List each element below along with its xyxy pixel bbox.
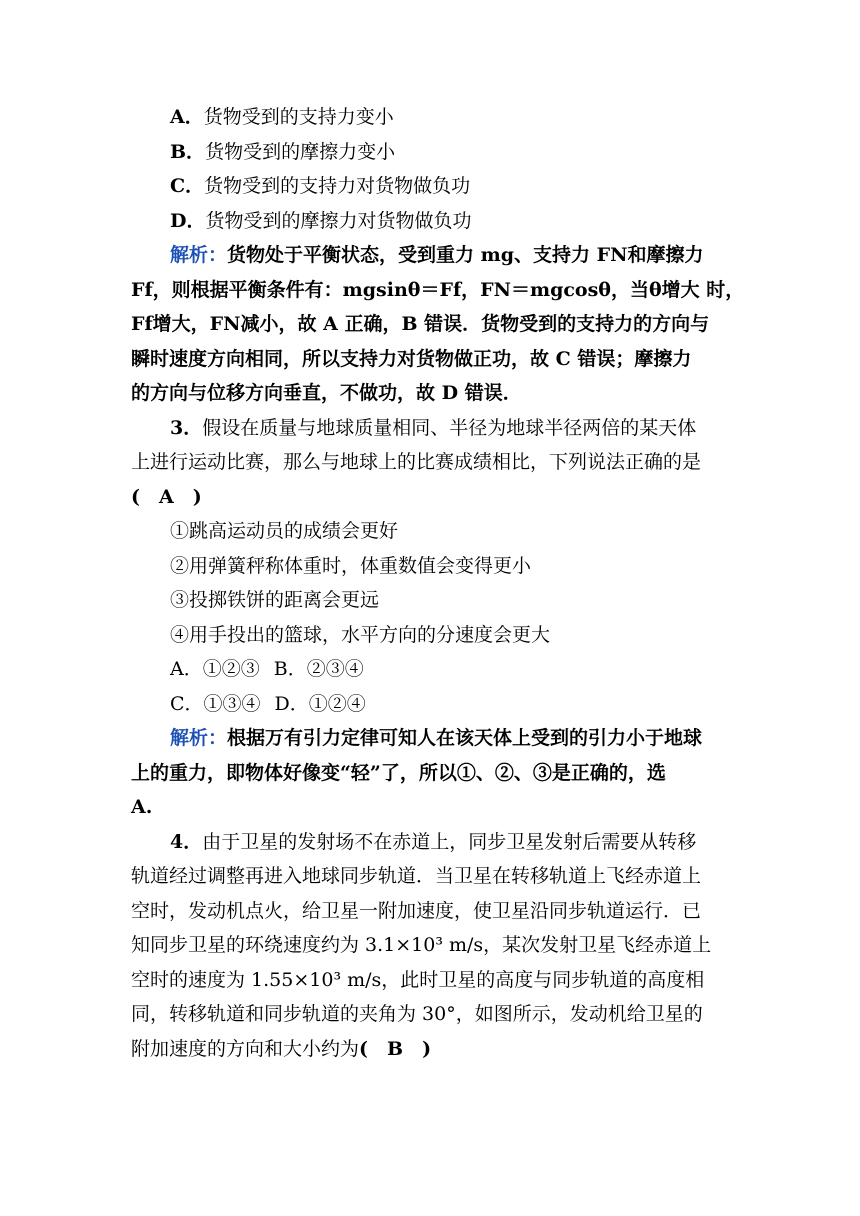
q4-stem-line-1: 4．由于卫星的发射场不在赤道上，同步卫星发射后需要从转移 [170, 830, 697, 853]
q4-answer: ( B ) [359, 1037, 432, 1060]
q3-analysis-line-1: 解析：根据万有引力定律可知人在该天体上受到的引力小于地球 [170, 727, 703, 749]
q3-stem-line-2: 上进行运动比赛，那么与地球上的比赛成绩相比，下列说法正确的是 [131, 451, 702, 473]
question-number: 4． [170, 830, 203, 853]
q4-stem-line-7: 附加速度的方向和大小约为( B ) [131, 1037, 432, 1060]
q3-statement-2: ②用弹簧秤称体重时，体重数值会变得更小 [170, 554, 532, 577]
q3-answer: ( A ) [131, 485, 202, 508]
q2-analysis-line-3: Ff增大，FN减小，故 A 正确，B 错误．货物受到的支持力的方向与 [131, 313, 710, 335]
q3-choice-a: A．①②③ [170, 658, 260, 680]
analysis-label: 解析： [170, 244, 228, 266]
q4-stem-line-5: 空时的速度为 1.55×10³ m/s，此时卫星的高度与同步轨道的高度相 [131, 968, 705, 991]
q4-stem-line-2: 轨道经过调整再进入地球同步轨道．当卫星在转移轨道上飞经赤道上 [131, 865, 702, 887]
q3-stem-line-1: 3．假设在质量与地球质量相同、半径为地球半径两倍的某天体 [170, 416, 697, 439]
q3-choices-row-2 [131, 687, 731, 722]
q2-option-a: A．货物受到的支持力变小 [170, 106, 394, 128]
q2-option-d: D．货物受到的摩擦力对货物做负功 [170, 209, 472, 232]
q3-choice-c: C．①③④ [170, 692, 261, 715]
q4-stem-line-3: 空时，发动机点火，给卫星一附加速度，使卫星沿同步轨道运行．已 [131, 899, 702, 922]
document-page [131, 100, 745, 1066]
q3-choices-row-1 [131, 652, 731, 687]
q3-choice-b: B．②③④ [273, 658, 364, 680]
q2-analysis-line-1: 解析：货物处于平衡状态，受到重力 mg、支持力 FN和摩擦力 [170, 244, 704, 266]
analysis-label: 解析： [170, 727, 228, 749]
q2-analysis-line-5: 的方向与位移方向垂直，不做功，故 D 错误． [131, 382, 522, 404]
question-number: 3． [170, 416, 203, 439]
q3-statement-1: ①跳高运动员的成绩会更好 [170, 520, 399, 542]
q3-statement-4: ④用手投出的篮球，水平方向的分速度会更大 [170, 623, 551, 646]
q2-analysis-line-2: Ff，则根据平衡条件有：mgsinθ＝Ff，FN＝mgcosθ，当θ增大 时， [131, 278, 745, 301]
q3-choice-d: D．①②④ [274, 692, 366, 715]
q3-analysis-line-2: 上的重力，即物体好像变“轻”了，所以①、②、③是正确的，选 [131, 761, 666, 784]
q4-stem-line-4: 知同步卫星的环绕速度约为 3.1×10³ m/s，某次发射卫星飞经赤道上 [131, 934, 712, 956]
q2-analysis-line-4: 瞬时速度方向相同，所以支持力对货物做正功，故 C 错误；摩擦力 [131, 347, 692, 370]
q3-analysis-line-3: A. [131, 796, 153, 818]
q2-option-b: B．货物受到的摩擦力变小 [170, 140, 396, 163]
q3-statement-3: ③投掷铁饼的距离会更远 [170, 589, 380, 611]
q4-stem-line-6: 同，转移轨道和同步轨道的夹角为 30°，如图所示，发动机给卫星的 [131, 1003, 703, 1025]
q2-option-c: C．货物受到的支持力对货物做负功 [170, 175, 471, 197]
